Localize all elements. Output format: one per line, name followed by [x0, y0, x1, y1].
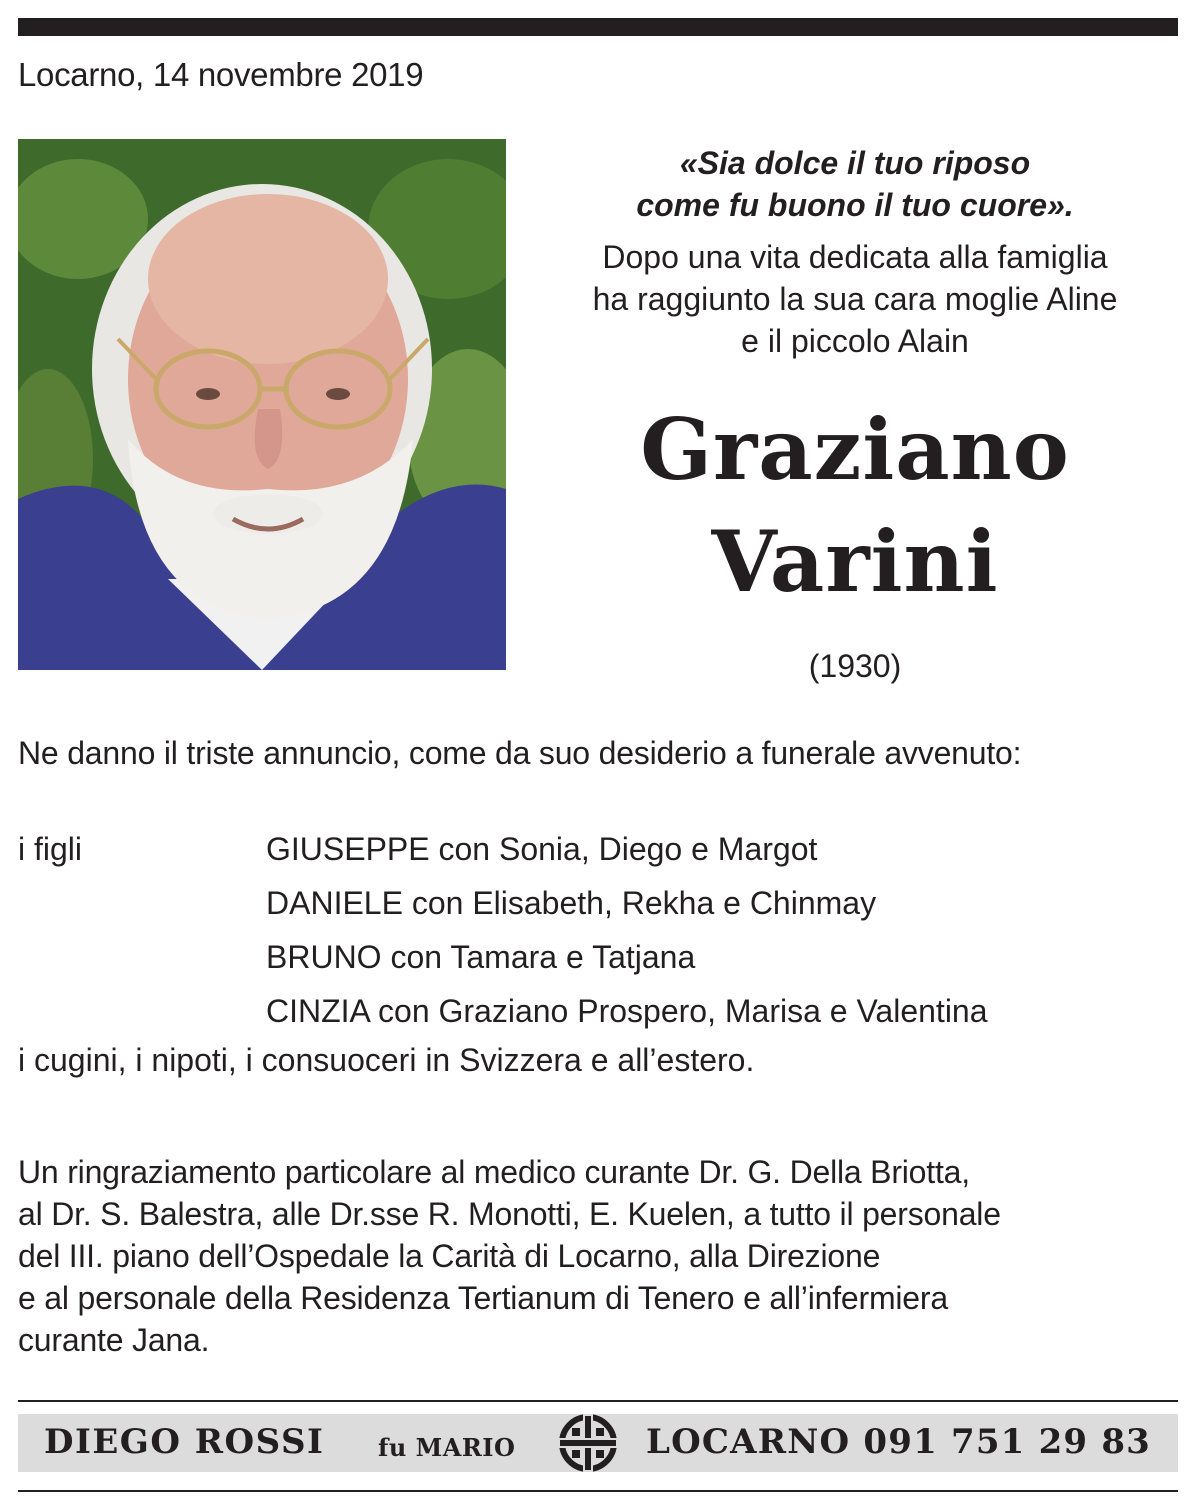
family-row: [18, 988, 1188, 1042]
thanks-line: Un ringraziamento particolare al medico curante Dr. G. Della Briotta,: [18, 1154, 970, 1190]
deceased-first-name: Graziano: [640, 400, 1070, 499]
family-row: [18, 934, 1188, 988]
family-member: GIUSEPPE con Sonia, Diego e Margot: [266, 831, 818, 867]
epitaph: [520, 142, 1190, 226]
funeral-home-name: DIEGO ROSSI: [44, 1422, 325, 1462]
epitaph-line: «Sia dolce il tuo riposo: [679, 145, 1031, 181]
portrait-photo: [18, 139, 506, 670]
epitaph-line: come fu buono il tuo cuore».: [636, 187, 1074, 223]
birth-year: (1930): [808, 648, 902, 684]
portrait-illustration: [18, 139, 506, 670]
intro-line: Dopo una vita dedicata alla famiglia: [602, 239, 1108, 275]
family-member: DANIELE con Elisabeth, Rekha e Chinmay: [266, 885, 877, 921]
intro-line: e il piccolo Alain: [741, 323, 969, 359]
place-date: Locarno, 14 novembre 2019: [18, 56, 424, 93]
thanks-line: e al personale della Residenza Tertianum di Tenero e all’infermiera: [18, 1280, 948, 1316]
intro-line: ha raggiunto la sua cara moglie Aline: [592, 281, 1118, 317]
other-relatives: i cugini, i nipoti, i consuoceri in Svizzera e all’estero.: [18, 1042, 755, 1078]
deceased-last-name: Varini: [711, 512, 999, 611]
funeral-home-contact: LOCARNO 091 751 29 83: [646, 1422, 1152, 1462]
thanks-line: curante Jana.: [18, 1322, 210, 1358]
thanks-text: [18, 1151, 1188, 1361]
funeral-home-banner: [18, 1414, 1178, 1472]
intro-text: [520, 236, 1190, 362]
family-relation: i figli: [18, 831, 83, 867]
family-list: [18, 826, 1188, 1042]
announcement-text: Ne danno il triste annuncio, come da suo desiderio a funerale avvenuto:: [18, 735, 1022, 771]
family-member: CINZIA con Graziano Prospero, Marisa e Valentina: [266, 993, 988, 1029]
thanks-line: al Dr. S. Balestra, alle Dr.sse R. Monotti, E. Kuelen, a tutto il personale: [18, 1196, 1001, 1232]
thanks-line: del III. piano dell’Ospedale la Carità di Locarno, alla Direzione: [18, 1238, 881, 1274]
footer-rule-bottom: [18, 1490, 1178, 1492]
footer-rule-top: [18, 1400, 1178, 1402]
funeral-home-founder: fu MARIO: [378, 1433, 516, 1462]
funeral-home-logo-icon: [554, 1414, 622, 1472]
top-rule: [18, 18, 1178, 36]
family-row: [18, 880, 1188, 934]
family-member: BRUNO con Tamara e Tatjana: [266, 939, 696, 975]
family-row: [18, 826, 1188, 880]
